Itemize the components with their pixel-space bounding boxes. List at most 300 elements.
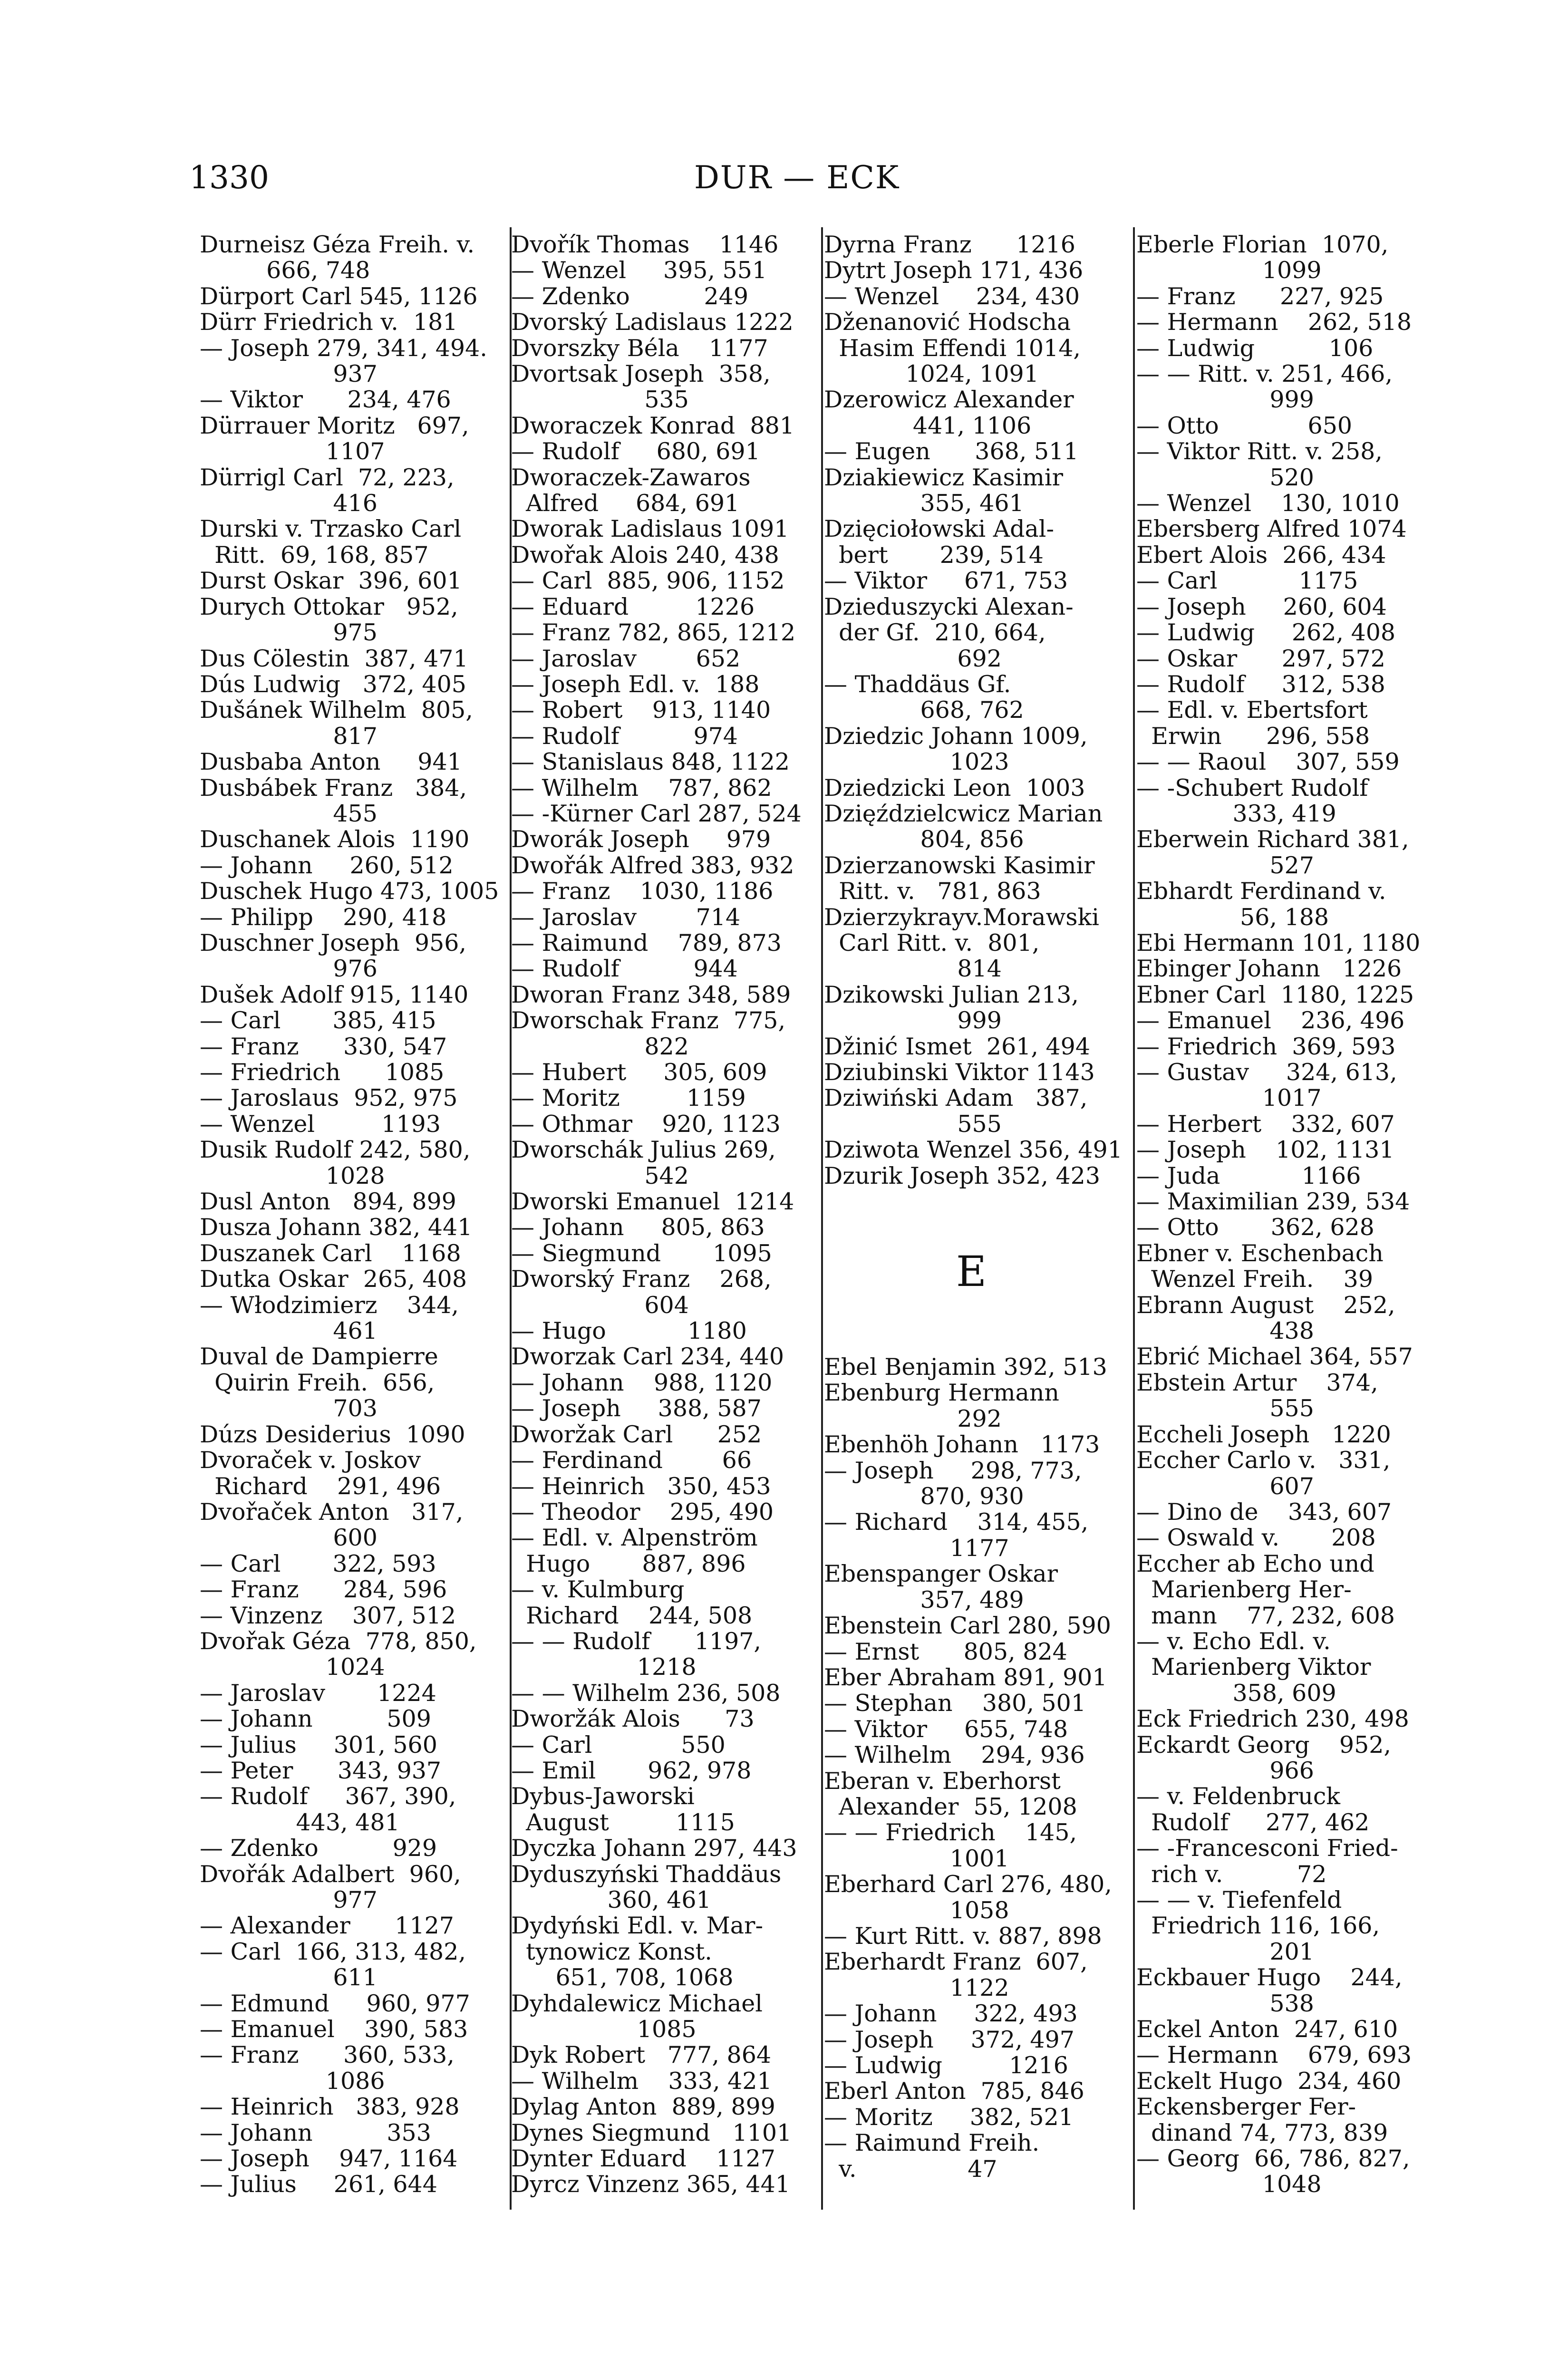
index-entry: — Rudolf 974 xyxy=(511,722,738,750)
index-entry: Ebhardt Ferdinand v. xyxy=(1136,878,1386,905)
index-entry: — Oskar 297, 572 xyxy=(1136,645,1385,672)
index-entry: Duschanek Alois 1190 xyxy=(200,826,470,853)
index-entry: — Thaddäus Gf. xyxy=(824,670,1011,698)
index-entry: Dvortsak Joseph 358, xyxy=(511,360,771,388)
index-entry: 1024, 1091 xyxy=(824,360,1039,388)
index-column-2 xyxy=(511,232,806,2198)
index-entry: v. 47 xyxy=(824,2155,997,2183)
index-entry: — Johann 322, 493 xyxy=(824,2000,1078,2028)
index-entry: Dzierzanowski Kasimir xyxy=(824,851,1095,879)
index-entry: Dürrauer Moritz 697, xyxy=(200,412,469,439)
index-entry: Durych Ottokar 952, xyxy=(200,593,458,620)
index-entry: Dürport Carl 545, 1126 xyxy=(200,282,478,310)
index-entry: 611 xyxy=(200,1964,377,1991)
index-entry: Dzerowicz Alexander xyxy=(824,386,1074,414)
index-entry: — Joseph 298, 773, xyxy=(824,1457,1082,1484)
index-entry: — Eduard 1226 xyxy=(511,593,755,620)
index-entry: Dzurik Joseph 352, 423 xyxy=(824,1162,1101,1189)
index-entry: Ebrić Michael 364, 557 xyxy=(1136,1343,1413,1371)
index-entry: 1023 xyxy=(824,748,1009,776)
index-entry: — Edl. v. Alpenström xyxy=(511,1524,758,1552)
index-entry: Dyduszyński Thaddäus xyxy=(511,1860,782,1888)
page-number: 1330 xyxy=(189,159,269,196)
index-entry: — Otto 650 xyxy=(1136,412,1353,439)
index-entry: 1085 xyxy=(511,2016,697,2043)
index-entry: Erwin 296, 558 xyxy=(1136,722,1370,750)
index-entry: Dyczka Johann 297, 443 xyxy=(511,1835,797,1862)
index-entry: — Vinzenz 307, 512 xyxy=(200,1602,456,1629)
index-entry: — Moritz 382, 521 xyxy=(824,2103,1074,2131)
index-entry: 977 xyxy=(200,1886,377,1913)
index-entry: — Ferdinand 66 xyxy=(511,1447,752,1474)
index-entry: Dušánek Wilhelm 805, xyxy=(200,696,473,724)
index-entry: — Franz 1030, 1186 xyxy=(511,878,774,905)
index-entry: Ebner v. Eschenbach xyxy=(1136,1239,1384,1267)
index-entry: — Raimund Freih. xyxy=(824,2129,1040,2157)
index-entry: 1048 xyxy=(1136,2171,1322,2198)
index-entry: 292 xyxy=(824,1405,1002,1432)
index-entry: 668, 762 xyxy=(824,696,1024,724)
index-entry: — Wilhelm 294, 936 xyxy=(824,1741,1085,1769)
index-entry: — Johann 509 xyxy=(200,1705,431,1733)
index-entry: Dworský Franz 268, xyxy=(511,1266,772,1293)
index-entry: 817 xyxy=(200,722,377,750)
index-entry: Eberl Anton 785, 846 xyxy=(824,2077,1084,2105)
index-entry: Dybus-Jaworski xyxy=(511,1783,695,1810)
index-entry: tynowicz Konst. xyxy=(511,1938,712,1965)
index-column-3-part-2 xyxy=(824,1354,1119,2182)
index-entry: — Eugen 368, 511 xyxy=(824,438,1079,465)
index-entry: 814 xyxy=(824,955,1002,983)
index-entry: 975 xyxy=(200,619,377,647)
index-entry: — -Kürner Carl 287, 524 xyxy=(511,800,802,827)
index-entry: — Wenzel 395, 551 xyxy=(511,257,767,284)
index-entry: Dzięciołowski Adal- xyxy=(824,515,1054,543)
index-entry: Dusbábek Franz 384, xyxy=(200,774,467,802)
index-entry: 822 xyxy=(511,1033,689,1060)
index-entry: — Heinrich 350, 453 xyxy=(511,1472,771,1500)
index-entry: Ebenspanger Oskar xyxy=(824,1560,1058,1588)
index-entry: — Philipp 290, 418 xyxy=(200,903,447,931)
running-head: DUR — ECK xyxy=(694,159,900,196)
index-entry: 1099 xyxy=(1136,257,1322,284)
index-column-3-part-1 xyxy=(824,231,1123,1189)
index-entry: — Carl 322, 593 xyxy=(200,1550,436,1577)
index-entry: Dziubinski Viktor 1143 xyxy=(824,1059,1095,1086)
index-entry: — — Wilhelm 236, 508 xyxy=(511,1679,781,1707)
index-entry: — Emanuel 390, 583 xyxy=(200,2016,468,2043)
index-entry: 455 xyxy=(200,800,377,827)
index-entry: — Theodor 295, 490 xyxy=(511,1498,774,1526)
index-entry: — — Raoul 307, 559 xyxy=(1136,748,1400,776)
index-entry: — Hermann 262, 518 xyxy=(1136,309,1412,336)
index-entry: — Kurt Ritt. v. 887, 898 xyxy=(824,1922,1102,1950)
index-entry: — Peter 343, 937 xyxy=(200,1757,442,1784)
index-entry: — Carl 885, 906, 1152 xyxy=(511,567,785,595)
index-entry: Dynter Eduard 1127 xyxy=(511,2145,775,2173)
index-entry: Dwořák Alfred 383, 932 xyxy=(511,851,794,879)
index-entry: 966 xyxy=(1136,1757,1314,1784)
index-entry: Dvořaček Anton 317, xyxy=(200,1498,464,1526)
index-entry: 999 xyxy=(824,1007,1002,1034)
index-entry: Dusik Rudolf 242, 580, xyxy=(200,1136,471,1164)
index-entry: Eberle Florian 1070, xyxy=(1136,231,1389,258)
index-entry: — Johann 260, 512 xyxy=(200,851,454,879)
index-entry: Ebert Alois 266, 434 xyxy=(1136,541,1386,569)
index-entry: — Stanislaus 848, 1122 xyxy=(511,748,790,776)
index-entry: August 1115 xyxy=(511,1808,735,1836)
index-entry: Dusza Johann 382, 441 xyxy=(200,1214,473,1241)
index-entry: — -Schubert Rudolf xyxy=(1136,774,1368,802)
index-entry: Alfred 684, 691 xyxy=(511,490,740,517)
index-entry: 1177 xyxy=(824,1534,1009,1562)
index-entry: — Heinrich 383, 928 xyxy=(200,2093,460,2121)
index-entry: Eckardt Georg 952, xyxy=(1136,1731,1392,1759)
index-entry: 443, 481 xyxy=(200,1808,400,1836)
index-entry: Dworžak Carl 252 xyxy=(511,1420,762,1448)
index-entry: bert 239, 514 xyxy=(824,541,1044,569)
index-entry: — — v. Tiefenfeld xyxy=(1136,1886,1342,1913)
index-entry: Hugo 887, 896 xyxy=(511,1550,746,1577)
index-entry: 358, 609 xyxy=(1136,1679,1336,1707)
index-entry: — Friedrich 369, 593 xyxy=(1136,1033,1396,1060)
index-entry: — Raimund 789, 873 xyxy=(511,929,782,957)
index-entry: — Zdenko 929 xyxy=(200,1835,437,1862)
index-entry: 333, 419 xyxy=(1136,800,1336,827)
index-entry: Ritt. v. 781, 863 xyxy=(824,878,1041,905)
index-entry: Dynes Siegmund 1101 xyxy=(511,2119,792,2146)
index-entry: Duszanek Carl 1168 xyxy=(200,1239,461,1267)
index-entry: Richard 244, 508 xyxy=(511,1602,753,1629)
index-entry: — Julius 261, 644 xyxy=(200,2171,437,2198)
index-entry: — Franz 284, 596 xyxy=(200,1576,447,1604)
index-entry: — — Rudolf 1197, xyxy=(511,1627,762,1655)
index-entry: — Ludwig 106 xyxy=(1136,334,1374,362)
index-entry: 999 xyxy=(1136,386,1314,414)
index-entry: Alexander 55, 1208 xyxy=(824,1793,1077,1820)
index-entry: Dvorský Ladislaus 1222 xyxy=(511,309,794,336)
index-entry: 604 xyxy=(511,1291,689,1319)
index-entry: — Alexander 1127 xyxy=(200,1912,454,1940)
index-entry: Quirin Freih. 656, xyxy=(200,1369,435,1396)
index-entry: Dworan Franz 348, 589 xyxy=(511,981,791,1008)
index-entry: — Julius 301, 560 xyxy=(200,1731,437,1759)
index-entry: Eccheli Joseph 1220 xyxy=(1136,1420,1391,1448)
index-entry: Dyk Robert 777, 864 xyxy=(511,2041,772,2069)
index-entry: Eckel Anton 247, 610 xyxy=(1136,2016,1398,2043)
index-entry: Dusbaba Anton 941 xyxy=(200,748,462,776)
index-entry: Dylag Anton 889, 899 xyxy=(511,2093,775,2121)
index-entry: 438 xyxy=(1136,1317,1314,1345)
index-entry: 1058 xyxy=(824,1896,1009,1924)
index-entry: Dydyński Edl. v. Mar- xyxy=(511,1912,764,1940)
index-entry: 1017 xyxy=(1136,1084,1322,1112)
index-entry: — Hubert 305, 609 xyxy=(511,1059,767,1086)
index-entry: mann 77, 232, 608 xyxy=(1136,1602,1395,1629)
index-entry: — Rudolf 312, 538 xyxy=(1136,670,1385,698)
index-entry: Eckbauer Hugo 244, xyxy=(1136,1964,1403,1991)
index-entry: Dyhdalewicz Michael xyxy=(511,1990,763,2017)
index-entry: Marienberg Viktor xyxy=(1136,1653,1371,1681)
index-entry: — Edmund 960, 977 xyxy=(200,1990,470,2017)
index-entry: 555 xyxy=(824,1110,1002,1138)
index-entry: Dvorszky Béla 1177 xyxy=(511,334,768,362)
column-rule xyxy=(821,227,823,2210)
index-entry: — Wenzel 234, 430 xyxy=(824,282,1080,310)
index-entry: Eccher ab Echo und xyxy=(1136,1550,1374,1577)
index-entry: 535 xyxy=(511,386,689,414)
index-entry: Eber Abraham 891, 901 xyxy=(824,1663,1107,1691)
index-entry: — — Ritt. v. 251, 466, xyxy=(1136,360,1393,388)
index-entry: Friedrich 116, 166, xyxy=(1136,1912,1380,1940)
index-entry: 937 xyxy=(200,360,377,388)
index-entry: Dworschak Franz 775, xyxy=(511,1007,786,1034)
column-rule xyxy=(1133,227,1135,2210)
index-entry: Duschek Hugo 473, 1005 xyxy=(200,878,499,905)
index-entry: — Wenzel 130, 1010 xyxy=(1136,490,1400,517)
index-entry: Dworžák Alois 73 xyxy=(511,1705,755,1733)
section-letter: E xyxy=(956,1247,987,1296)
index-entry: — Moritz 1159 xyxy=(511,1084,746,1112)
index-entry: Carl Ritt. v. 801, xyxy=(824,929,1040,957)
index-entry: 555 xyxy=(1136,1395,1314,1422)
index-entry: — Johann 353 xyxy=(200,2119,431,2146)
index-entry: Dus Cölestin 387, 471 xyxy=(200,645,468,672)
index-entry: — Carl 166, 313, 482, xyxy=(200,1938,466,1965)
index-entry: Ebner Carl 1180, 1225 xyxy=(1136,981,1414,1008)
index-entry: Eberwein Richard 381, xyxy=(1136,826,1409,853)
index-entry: 703 xyxy=(200,1395,377,1422)
index-entry: 542 xyxy=(511,1162,689,1189)
index-entry: Eckelt Hugo 234, 460 xyxy=(1136,2067,1402,2095)
index-entry: 416 xyxy=(200,490,377,517)
index-entry: 692 xyxy=(824,645,1002,672)
index-entry: 600 xyxy=(200,1524,377,1552)
index-entry: 607 xyxy=(1136,1472,1314,1500)
index-entry: Dworaczek-Zawaros xyxy=(511,464,751,491)
index-entry: Dutka Oskar 265, 408 xyxy=(200,1266,467,1293)
index-entry: 1086 xyxy=(200,2067,385,2095)
index-entry: 804, 856 xyxy=(824,826,1024,853)
index-entry: Dúzs Desiderius 1090 xyxy=(200,1420,465,1448)
index-entry: — Rudolf 680, 691 xyxy=(511,438,760,465)
index-entry: 1218 xyxy=(511,1653,697,1681)
index-entry: — Othmar 920, 1123 xyxy=(511,1110,781,1138)
index-entry: Dwořak Alois 240, 438 xyxy=(511,541,779,569)
index-entry: — Joseph 388, 587 xyxy=(511,1395,762,1422)
index-entry: — Jaroslaus 952, 975 xyxy=(200,1084,458,1112)
index-entry: — Jaroslav 1224 xyxy=(200,1679,436,1707)
index-entry: Hasim Effendi 1014, xyxy=(824,334,1081,362)
index-entry: Dytrt Joseph 171, 436 xyxy=(824,257,1084,284)
index-entry: Dziwota Wenzel 356, 491 xyxy=(824,1136,1123,1164)
index-entry: — Siegmund 1095 xyxy=(511,1239,772,1267)
index-entry: — Rudolf 944 xyxy=(511,955,738,983)
index-entry: 441, 1106 xyxy=(824,412,1032,439)
index-entry: — Gustav 324, 613, xyxy=(1136,1059,1397,1086)
index-entry: — Franz 330, 547 xyxy=(200,1033,447,1060)
index-entry: — Otto 362, 628 xyxy=(1136,1214,1374,1241)
index-entry: — Viktor Ritt. v. 258, xyxy=(1136,438,1383,465)
index-column-1 xyxy=(200,231,499,2198)
index-entry: 360, 461 xyxy=(511,1886,711,1913)
index-entry: — — Friedrich 145, xyxy=(824,1819,1077,1846)
index-entry: 1001 xyxy=(824,1845,1009,1872)
index-entry: 651, 708, 1068 xyxy=(511,1964,734,1991)
index-entry: — Johann 805, 863 xyxy=(511,1214,765,1241)
index-entry: — Carl 385, 415 xyxy=(200,1007,436,1034)
index-entry: — Joseph 372, 497 xyxy=(824,2026,1074,2053)
index-entry: Ebrann August 252, xyxy=(1136,1291,1395,1319)
index-entry: — Richard 314, 455, xyxy=(824,1508,1089,1536)
index-entry: Ebenburg Hermann xyxy=(824,1379,1059,1407)
index-entry: Ebstein Artur 374, xyxy=(1136,1369,1378,1396)
index-entry: — Friedrich 1085 xyxy=(200,1059,445,1086)
index-entry: Dworak Ladislaus 1091 xyxy=(511,515,789,543)
index-entry: Dyrna Franz 1216 xyxy=(824,231,1075,258)
index-entry: — Robert 913, 1140 xyxy=(511,696,771,724)
index-entry: Dworzak Carl 234, 440 xyxy=(511,1343,784,1371)
index-entry: Dusl Anton 894, 899 xyxy=(200,1188,456,1216)
index-entry: — Joseph 947, 1164 xyxy=(200,2145,458,2173)
index-entry: Dziwiński Adam 387, xyxy=(824,1084,1088,1112)
index-entry: — Johann 988, 1120 xyxy=(511,1369,773,1396)
index-entry: — Viktor 234, 476 xyxy=(200,386,451,414)
index-entry: Richard 291, 496 xyxy=(200,1472,441,1500)
index-entry: Dürr Friedrich v. 181 xyxy=(200,309,458,336)
index-entry: Duval de Dampierre xyxy=(200,1343,438,1371)
index-entry: Wenzel Freih. 39 xyxy=(1136,1266,1374,1293)
index-entry: Dvořák Adalbert 960, xyxy=(200,1860,461,1888)
index-entry: — Emanuel 236, 496 xyxy=(1136,1007,1405,1034)
index-entry: 56, 188 xyxy=(1136,903,1329,931)
index-entry: Ebi Hermann 101, 1180 xyxy=(1136,929,1421,957)
index-entry: 666, 748 xyxy=(200,257,370,284)
index-entry: — Franz 360, 533, xyxy=(200,2041,455,2069)
index-entry: Dženanović Hodscha xyxy=(824,309,1071,336)
index-entry: — Zdenko 249 xyxy=(511,282,749,310)
index-entry: — Juda 1166 xyxy=(1136,1162,1361,1189)
index-entry: Dušek Adolf 915, 1140 xyxy=(200,981,469,1008)
index-entry: Dworski Emanuel 1214 xyxy=(511,1188,794,1216)
index-entry: — Georg 66, 786, 827, xyxy=(1136,2145,1410,2173)
index-entry: — v. Echo Edl. v. xyxy=(1136,1627,1331,1655)
index-entry: dinand 74, 773, 839 xyxy=(1136,2119,1388,2146)
index-entry: — Ernst 805, 824 xyxy=(824,1638,1067,1665)
index-entry: 355, 461 xyxy=(824,490,1024,517)
index-entry: — Włodzimierz 344, xyxy=(200,1291,459,1319)
index-entry: — Carl 1175 xyxy=(1136,567,1358,595)
index-entry: Durneisz Géza Freih. v. xyxy=(200,231,475,258)
index-entry: Dvořík Thomas 1146 xyxy=(511,231,779,258)
index-entry: Eccher Carlo v. 331, xyxy=(1136,1447,1391,1474)
index-entry: rich v. 72 xyxy=(1136,1860,1327,1888)
index-entry: — Stephan 380, 501 xyxy=(824,1690,1086,1717)
index-entry: — Rudolf 367, 390, xyxy=(200,1783,456,1810)
index-entry: — Viktor 655, 748 xyxy=(824,1715,1068,1743)
index-entry: — Franz 782, 865, 1212 xyxy=(511,619,796,647)
index-entry: Dziedzicki Leon 1003 xyxy=(824,774,1085,802)
index-entry: — Edl. v. Ebertsfort xyxy=(1136,696,1368,724)
index-entry: Džinić Ismet 261, 494 xyxy=(824,1033,1091,1060)
index-entry: 1024 xyxy=(200,1653,385,1681)
index-entry: Dzikowski Julian 213, xyxy=(824,981,1079,1008)
index-entry: Durski v. Trzasko Carl xyxy=(200,515,462,543)
index-entry: Dyrcz Vinzenz 365, 441 xyxy=(511,2171,790,2198)
index-entry: Ebel Benjamin 392, 513 xyxy=(824,1353,1107,1381)
index-entry: — Franz 227, 925 xyxy=(1136,282,1384,310)
index-entry: Ebenhöh Johann 1173 xyxy=(824,1431,1100,1459)
index-entry: Dworák Joseph 979 xyxy=(511,826,771,853)
index-entry: — Joseph 102, 1131 xyxy=(1136,1136,1394,1164)
index-entry: Dworschák Julius 269, xyxy=(511,1136,776,1164)
index-entry: Duschner Joseph 956, xyxy=(200,929,467,957)
index-entry: — Jaroslav 652 xyxy=(511,645,741,672)
index-entry: Ebinger Johann 1226 xyxy=(1136,955,1402,983)
index-column-4 xyxy=(1136,232,1431,2198)
index-entry: 520 xyxy=(1136,464,1314,491)
index-entry: — v. Kulmburg xyxy=(511,1576,685,1604)
index-entry: — Joseph 260, 604 xyxy=(1136,593,1387,620)
index-entry: Dürrigl Carl 72, 223, xyxy=(200,464,455,491)
index-entry: — Wilhelm 787, 862 xyxy=(511,774,772,802)
index-entry: — Hermann 679, 693 xyxy=(1136,2041,1412,2069)
index-entry: — v. Feldenbruck xyxy=(1136,1783,1340,1810)
index-entry: — Wenzel 1193 xyxy=(200,1110,441,1138)
index-entry: — Dino de 343, 607 xyxy=(1136,1498,1392,1526)
index-entry: Eberhardt Franz 607, xyxy=(824,1948,1088,1976)
index-entry: Dvořak Géza 778, 850, xyxy=(200,1627,477,1655)
index-entry: Eberan v. Eberhorst xyxy=(824,1767,1061,1795)
index-entry: Dziakiewicz Kasimir xyxy=(824,464,1063,491)
index-entry: Rudolf 277, 462 xyxy=(1136,1808,1370,1836)
index-entry: — Viktor 671, 753 xyxy=(824,567,1068,595)
index-entry: — Wilhelm 333, 421 xyxy=(511,2067,772,2095)
index-entry: der Gf. 210, 664, xyxy=(824,619,1046,647)
index-entry: Dvoraček v. Joskov xyxy=(200,1447,421,1474)
index-entry: — Carl 550 xyxy=(511,1731,726,1759)
index-entry: Durst Oskar 396, 601 xyxy=(200,567,462,595)
index-entry: Dús Ludwig 372, 405 xyxy=(200,670,466,698)
index-entry: Dziedzic Johann 1009, xyxy=(824,722,1088,750)
index-entry: Dzięździelcwicz Marian xyxy=(824,800,1103,827)
index-entry: Ebersberg Alfred 1074 xyxy=(1136,515,1407,543)
index-entry: Ritt. 69, 168, 857 xyxy=(200,541,429,569)
index-entry: 870, 930 xyxy=(824,1483,1024,1510)
index-entry: — Herbert 332, 607 xyxy=(1136,1110,1395,1138)
index-entry: — Joseph Edl. v. 188 xyxy=(511,670,760,698)
index-entry: — Ludwig 1216 xyxy=(824,2052,1068,2079)
index-entry: — -Francesconi Fried- xyxy=(1136,1835,1398,1862)
index-entry: Dzieduszycki Alexan- xyxy=(824,593,1074,620)
index-entry: — Maximilian 239, 534 xyxy=(1136,1188,1410,1216)
index-entry: — Jaroslav 714 xyxy=(511,903,741,931)
index-entry: — Hugo 1180 xyxy=(511,1317,747,1345)
index-entry: Dzierzykrayv.Morawski xyxy=(824,903,1099,931)
index-entry: 527 xyxy=(1136,851,1314,879)
index-entry: Marienberg Her- xyxy=(1136,1576,1352,1604)
index-entry: Eck Friedrich 230, 498 xyxy=(1136,1705,1409,1733)
index-entry: 357, 489 xyxy=(824,1586,1024,1614)
index-column-3 xyxy=(824,231,1123,2183)
index-entry: Eckensberger Fer- xyxy=(1136,2093,1356,2121)
index-entry: 538 xyxy=(1136,1990,1314,2017)
index-entry: Eberhard Carl 276, 480, xyxy=(824,1871,1112,1898)
index-entry: 201 xyxy=(1136,1938,1314,1965)
index-entry: 461 xyxy=(200,1317,377,1345)
index-entry: — Oswald v. 208 xyxy=(1136,1524,1376,1552)
index-entry: Dworaczek Konrad 881 xyxy=(511,412,794,439)
